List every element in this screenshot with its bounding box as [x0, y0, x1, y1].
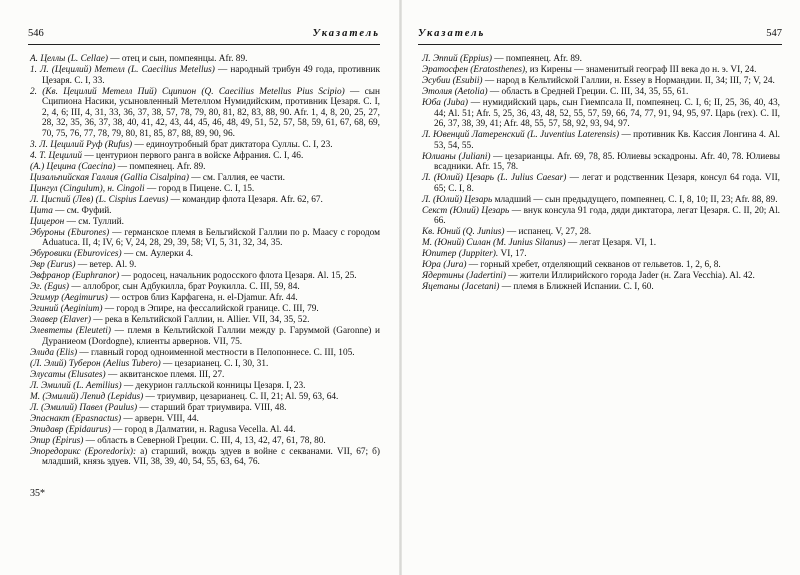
index-entry [30, 348, 380, 359]
entry-headword: Эратосфен (Eratosthenes), [422, 65, 528, 75]
entry-headword: Л. (Юлий) Цезарь (L. Julius Caesar) [422, 173, 567, 183]
entry-text: — см. Галлия, ее части. [188, 172, 285, 183]
entry-headword: Юра (Jura) [422, 260, 467, 270]
entry-headword: Л. (Юлий) Цезарь [422, 194, 493, 205]
entry-text: — ветер. Al. 9. [75, 260, 137, 270]
entry-headword: Эпоредорикс (Eporedorix): [30, 446, 137, 457]
entry-headword: 1. Л. (Цецилий) Метелл (L. Caecilius Metellus) [30, 65, 215, 75]
entry-text: — остров близ Карфагена, н. el-Djamur. Afr. 44. [107, 293, 298, 303]
index-entry [30, 326, 380, 347]
entry-text: — германское племя в Бельгийской Галлии по р. Маасу с городом Aduatuca. II, 4; IV, 6; V, 24, 28, 29, 39, 58; VI, 5, 31, 32, 34, 35. [42, 227, 381, 248]
entry-headword: Эгимур (Aegimurus) [30, 293, 108, 303]
index-entry [30, 217, 380, 228]
printer-signature: 35* [30, 488, 45, 499]
index-entry [30, 249, 380, 260]
index-entry [30, 271, 380, 282]
entry-text: — племя в Ближней Испании. C. I, 60. [499, 282, 654, 292]
entry-text: из Кирены — знаменитый географ III века до н. э. VI, 24. [527, 65, 757, 75]
entry-headword: (А.) Цецина (Caecina) [30, 161, 116, 172]
entry-text: — цезарианцы. Afr. 69, 78, 85. Юлиевы эскадроны. Afr. 40, 78. Юлиевы всадники. Afr. 15, 78. [434, 151, 780, 172]
entry-text: — командир флота Цезаря. Afr. 62, 67. [168, 194, 323, 205]
index-entry [422, 87, 780, 98]
entry-text: — народный трибун 49 года, противник Цезаря. C. I, 33. [42, 65, 380, 86]
index-entry [30, 228, 380, 249]
left-page-header [28, 28, 380, 42]
index-entry [422, 76, 780, 87]
entry-text: — жители Иллирийского города Jader (н. Zara Vecchia). Al. 42. [505, 271, 755, 281]
entry-headword: 3. Л. Цецилий Руф (Rufus) [30, 139, 133, 150]
index-entry [30, 370, 380, 381]
index-entry [30, 184, 380, 195]
index-entry [30, 65, 380, 86]
entry-text: — главный город одноименной местности в Пелопоннесе. C. III, 105. [77, 347, 355, 358]
entry-headword: Юба (Juba) [422, 98, 468, 108]
entry-headword: Эвфранор (Euphranor) [30, 271, 120, 281]
entry-headword: 4. Т. Цецилий [30, 150, 83, 161]
entry-text: а) старший, вождь эдуев в войне с секванами. VII, 67; б) младший, князь эдуев. VII, 38, 39, 40, 54, 55, 63, 64, 76. [42, 446, 380, 467]
entry-headword: Яцетаны (Jacetani) [422, 282, 500, 292]
entry-text: — арверн. VIII, 44. [121, 413, 199, 424]
index-entry [30, 54, 380, 65]
entry-text: — помпеянец. Afr. 89. [491, 54, 583, 64]
entry-text: — отец и сын, помпеянцы. Afr. 89. [107, 54, 248, 64]
entry-text: — внук консула 91 года, дяди диктатора, легат Цезаря. C. II, 20; Al. 66. [434, 205, 780, 226]
entry-headword: Секст (Юлий) Цезарь [422, 205, 510, 216]
index-entry [30, 162, 380, 173]
right-page [402, 0, 800, 575]
entry-text: — легат Цезаря. VI, 1. [565, 238, 657, 248]
entry-text: — область в Северной Греции. C. III, 4, 13, 42, 47, 61, 78, 80. [83, 435, 326, 446]
index-entry [422, 152, 780, 173]
index-entry [30, 392, 380, 403]
entry-text: — старший брат триумвира. VIII, 48. [137, 402, 287, 413]
entry-text: — испанец. V, 27, 28. [504, 227, 592, 237]
entry-headword: Кв. Юний (Q. Junius) [422, 227, 505, 237]
header-rule [28, 44, 380, 45]
entry-headword: Элида (Elis) [30, 347, 78, 358]
entry-text: — народ в Кельтийской Галлии, н. Essey в Нормандии. II, 34; III, 7; V, 24. [482, 76, 775, 86]
entry-text: младший — сын предыдущего, помпеянец. C. I, 8, 10; II, 23; Afr. 88, 89. [492, 194, 778, 205]
entry-text: — см. Туллий. [64, 216, 124, 227]
index-entry [30, 381, 380, 392]
entry-text: — сын Сципиона Насики, усыновленный Метеллом Нумидийским, противник Цезаря. C. I, 2, 4, 6; III, 4, 31, 33, 36, 37, 38, 57, 78, 79, 80, 81, 82, 83, 88, 90. Afr. 1, 4, 8, 20, 25, 27, 28, 32, 35, 36, 37, 38, 40, 41, 42, 43, 44, 45, 46, 48, 49, 51, 52, 57, 58, 59, 61, 67, 68, 69, 70, 75, 76, 77, 78, 79, 80, 81, 85, 87, 88, 89, 90, 96. [42, 86, 381, 139]
index-entry [422, 206, 780, 227]
index-entries-left [30, 54, 380, 468]
index-entry [30, 206, 380, 217]
entry-text: — декурион галльской конницы Цезаря. I, 23. [121, 380, 306, 391]
entry-headword: (Л. Элий) Туберон (Aelius Tubero) [30, 358, 161, 369]
index-entry [30, 282, 380, 293]
entry-text: — город в Далматии, н. Ragusa Vecella. Al. 44. [110, 424, 296, 435]
entry-text: VI, 17. [498, 249, 527, 259]
index-entry [422, 65, 780, 76]
entry-headword: Цита [30, 205, 53, 216]
entry-headword: Эпидавр (Epidaurus) [30, 424, 111, 435]
entry-headword: М. (Юний) Силан (M. Junius Silanus) [422, 238, 566, 248]
entry-text: — племя в Кельтийской Галлии между р. Гаруммой (Garonne) и Дураниеом (Dordogne), клиенты арвернов. VII, 75. [42, 326, 380, 347]
page-number: 546 [28, 28, 44, 39]
entry-headword: Юлианы (Juliani) [422, 151, 491, 162]
entry-headword: Элавер (Elaver) [30, 315, 91, 325]
entry-headword: Л. Эппий (Eppius) [422, 54, 492, 64]
entry-headword: Эбуровики (Eburovices) [30, 249, 122, 259]
entry-headword: Л. (Эмилий) Павел (Paulus) [30, 402, 138, 413]
page-number: 547 [766, 28, 782, 39]
index-entry [30, 151, 380, 162]
index-entry [30, 293, 380, 304]
index-entry [422, 173, 780, 194]
index-entry [30, 403, 380, 414]
entry-headword: Эпир (Epirus) [30, 435, 84, 446]
index-entry [30, 359, 380, 370]
entry-headword: Л. Эмилий (L. Aemilius) [30, 380, 122, 391]
entry-text: — см. Фуфий. [52, 205, 112, 216]
entry-headword: Цингул (Cingulum), н. Cingoli [30, 183, 145, 194]
entry-headword: Л. Ювенций Латеренский (L. Juventius Laterensis) [422, 130, 620, 140]
entry-headword: Эг. (Egus) [30, 282, 70, 292]
index-entry [422, 249, 780, 260]
entry-text: — цезарианец. C. I, 30, 31. [160, 358, 269, 369]
entry-headword: Юпитер (Juppiter). [422, 249, 499, 259]
index-entry [30, 414, 380, 425]
index-entry [30, 87, 380, 140]
entry-text: — противник Кв. Кассия Лонгина 4. Al. 53, 54, 55. [434, 130, 780, 151]
entry-text: — легат и родственник Цезаря, консул 64 года. VII, 65; C. I, 8. [434, 173, 781, 194]
index-entries-right [422, 54, 780, 293]
index-entry [30, 425, 380, 436]
entry-text: — родосец, начальник родосского флота Цезаря. Al. 15, 25. [119, 271, 357, 281]
entry-text: — аллоброг, сын Адбукилла, брат Роукилла. C. III, 59, 84. [69, 282, 300, 292]
index-entry [30, 173, 380, 184]
entry-text: — аквитанское племя. III, 27. [105, 369, 225, 380]
entry-headword: Элевтеты (Eleuteti) [30, 326, 111, 336]
right-page-header [418, 28, 782, 42]
index-entry [422, 227, 780, 238]
entry-headword: М. (Эмилий) Лепид (Lepidus) [30, 391, 144, 402]
entry-text: — горный хребет, отделяющий секванов от гельветов. 1, 2, 6, 8. [466, 260, 721, 270]
index-entry [422, 282, 780, 293]
entry-text: — нумидийский царь, сын Гиемпсала II, помпеянец. C. I, 6; II, 25, 36, 40, 43, 44; Al. 51; Afr. 5, 25, 36, 43, 48, 52, 55, 57, 59, 66, 74, 77, 91, 94, 95, 97. Царь (rex). C. II, 26, 37, 38, 39, 41; Afr. 48, 55, 57, 58, 92, 93, 94, 97. [434, 98, 780, 129]
entry-headword: Эсубии (Esubii) [422, 76, 483, 86]
index-entry [422, 54, 780, 65]
entry-text: — центурион первого ранга в войске Афрания. C. I, 46. [82, 150, 304, 161]
index-entry [422, 260, 780, 271]
running-title: Указатель [312, 28, 380, 39]
entry-text: — единоутробный брат диктатора Суллы. C. I, 23. [132, 139, 333, 150]
index-entry [30, 304, 380, 315]
entry-headword: Эбуроны (Eburones) [30, 227, 110, 238]
entry-headword: 2. (Кв. Цецилий Метелл Пий) Сципион (Q. Caecilius Metellus Pius Scipio) [30, 86, 345, 97]
entry-text: — область в Средней Греции. C. III, 34, 35, 55, 61. [487, 87, 689, 97]
entry-text: — триумвир, цезарианец. C. II, 21; Al. 59, 63, 64. [143, 391, 339, 402]
index-entry [30, 447, 380, 468]
entry-headword: Л. Циспий (Лев) (L. Cispius Laevus) [30, 194, 169, 205]
index-entry [422, 271, 780, 282]
running-title: Указатель [418, 28, 486, 39]
entry-headword: Цицерон [30, 216, 65, 227]
header-rule [418, 44, 782, 45]
entry-headword: Эпаснакт (Epasnactus) [30, 413, 122, 424]
entry-headword: Ядертины (Jadertini) [422, 271, 506, 281]
index-entry [422, 195, 780, 206]
entry-text: — см. Аулерки 4. [121, 249, 193, 259]
entry-headword: Эгиний (Aeginium) [30, 304, 103, 314]
index-entry [30, 260, 380, 271]
index-entry [30, 140, 380, 151]
index-entry [30, 195, 380, 206]
index-entry [30, 436, 380, 447]
entry-headword: Этолия (Aetolia) [422, 87, 488, 97]
left-page [0, 0, 399, 575]
entry-headword: Цизальпийская Галлия (Gallia Cisalpina) [30, 172, 189, 183]
entry-headword: Эвр (Eurus) [30, 260, 76, 270]
index-entry [422, 98, 780, 130]
entry-text: — река в Кельтийской Галлии, н. Allier. VII, 34, 35, 52. [90, 315, 310, 325]
entry-text: — помпеянец. Afr. 89. [115, 161, 206, 172]
entry-text: — город в Пицене. C. I, 15. [144, 183, 255, 194]
entry-headword: Элусаты (Elusates) [30, 369, 106, 380]
index-entry [422, 238, 780, 249]
entry-headword: А. Целлы (L. Cellae) [30, 54, 108, 64]
entry-text: — город в Эпире, на фессалийской границе. C. III, 79. [102, 304, 319, 314]
index-entry [422, 130, 780, 151]
index-entry [30, 315, 380, 326]
